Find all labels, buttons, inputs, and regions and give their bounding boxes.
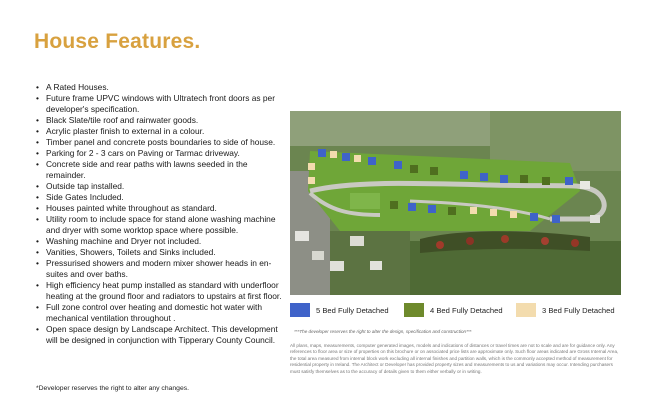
feature-item: • Open space design by Landscape Architect. This development will be designed in conjunction with Tipperary County Council. — [30, 324, 282, 346]
feature-item: • Utility room to include space for stand alone washing machine and dryer with some worktop space where possible. — [30, 214, 282, 236]
legal-notice: All plans, maps, measurements, computer generated images, models and indications of distances or travel times are not to scale and are for guidance only. Any references to floor area or size of properties on this brochure or on associated price lists are approximate only. Such floor areas indicated are Gross Internal Area, the total area measured from internal block work excluding all internal finishes and partition walls, which is the commonly accepted method of measurement for residential property in Ireland. The Architect or Developer has provided property sizes and measurements to us and variations may occur. Intending purchasers must satisfy themselves as to the accuracy of details given to them either verbally or in writing. — [290, 343, 619, 374]
feature-item: • Timber panel and concrete posts boundaries to side of house. — [30, 137, 282, 148]
site-plan-image — [290, 111, 621, 295]
feature-item: • Side Gates Included. — [30, 192, 282, 203]
feature-item: • Outside tap installed. — [30, 181, 282, 192]
feature-item: • Houses painted white throughout as standard. — [30, 203, 282, 214]
legend-swatch-green — [404, 303, 424, 317]
features-list — [30, 82, 282, 346]
feature-item: • Parking for 2 - 3 cars on Paving or Tarmac driveway. — [30, 148, 282, 159]
feature-item: • Washing machine and Dryer not included. — [30, 236, 282, 247]
legend-label: 3 Bed Fully Detached — [542, 305, 615, 315]
feature-item: • Full zone control over heating and domestic hot water with mechanical ventilation throughout . — [30, 302, 282, 324]
feature-item: • Vanities, Showers, Toilets and Sinks included. — [30, 247, 282, 258]
developer-footnote: *Developer reserves the right to alter any changes. — [36, 385, 190, 392]
site-plan-aerial — [290, 111, 621, 295]
feature-item: • A Rated Houses. — [30, 82, 282, 93]
page-title: House Features. — [34, 30, 201, 53]
feature-item: • Acrylic plaster finish to external in a colour. — [30, 126, 282, 137]
feature-item: • Pressurised showers and modern mixer shower heads in en-suites and over baths. — [30, 258, 282, 280]
legend-3-bed — [516, 302, 615, 318]
feature-item: • Concrete side and rear paths with lawns seeded in the remainder. — [30, 159, 282, 181]
feature-item: • High efficiency heat pump installed as standard with underfloor heating at the ground floor and radiators to upstairs at first floor. — [30, 280, 282, 302]
legend-4-bed — [404, 302, 503, 318]
legend-label: 5 Bed Fully Detached — [316, 305, 389, 315]
design-disclaimer: ***The developer reserves the right to alter the design, specification and construction*** — [294, 329, 472, 334]
legend-5-bed — [290, 302, 389, 318]
feature-item: • Black Slate/tile roof and rainwater goods. — [30, 115, 282, 126]
legend-swatch-blue — [290, 303, 310, 317]
feature-item: • Future frame UPVC windows with Ultratech front doors as per developer's specification. — [30, 93, 282, 115]
legend-label: 4 Bed Fully Detached — [430, 305, 503, 315]
legend-swatch-cream — [516, 303, 536, 317]
